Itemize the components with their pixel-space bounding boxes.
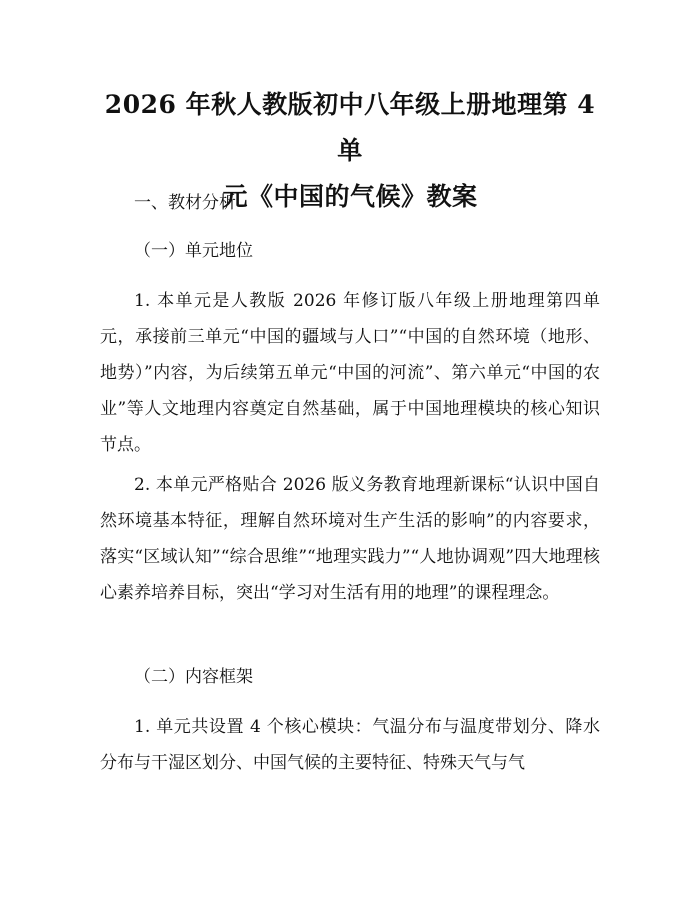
subsection-heading-unit-position: （一）单元地位 [134, 241, 253, 261]
title-line-1: 2026 年秋人教版初中八年级上册地理第 4 单 [104, 90, 596, 165]
section-heading-textbook-analysis: 一、教材分析 [134, 193, 236, 213]
paragraph-unit-position-2: 2. 本单元严格贴合 2026 版义务教育地理新课标“认识中国自然环境基本特征，理解自然环境对生产生活的影响”的内容要求，落实“区域认知”“综合思维”“地理实践力”“人地协调观”四大地理核心素养培养目标，突出“学习对生活有用的地理”的课程理念。 [100, 475, 600, 603]
paragraph-unit-position-1: 1. 本单元是人教版 2026 年修订版八年级上册地理第四单元，承接前三单元“中国的疆域与人口”“中国的自然环境（地形、地势）”内容，为后续第五单元“中国的河流”、第六单元“中国的农业”等人文地理内容奠定自然基础，属于中国地理模块的核心知识节点。 [100, 291, 600, 455]
subsection-heading-content-framework: （二）内容框架 [134, 667, 253, 687]
title-line-2: 元《中国的气候》教案 [222, 182, 478, 211]
paragraph-content-framework-1: 1. 单元共设置 4 个核心模块：气温分布与温度带划分、降水分布与干湿区划分、中国气候的主要特征、特殊天气与气 [100, 717, 600, 773]
